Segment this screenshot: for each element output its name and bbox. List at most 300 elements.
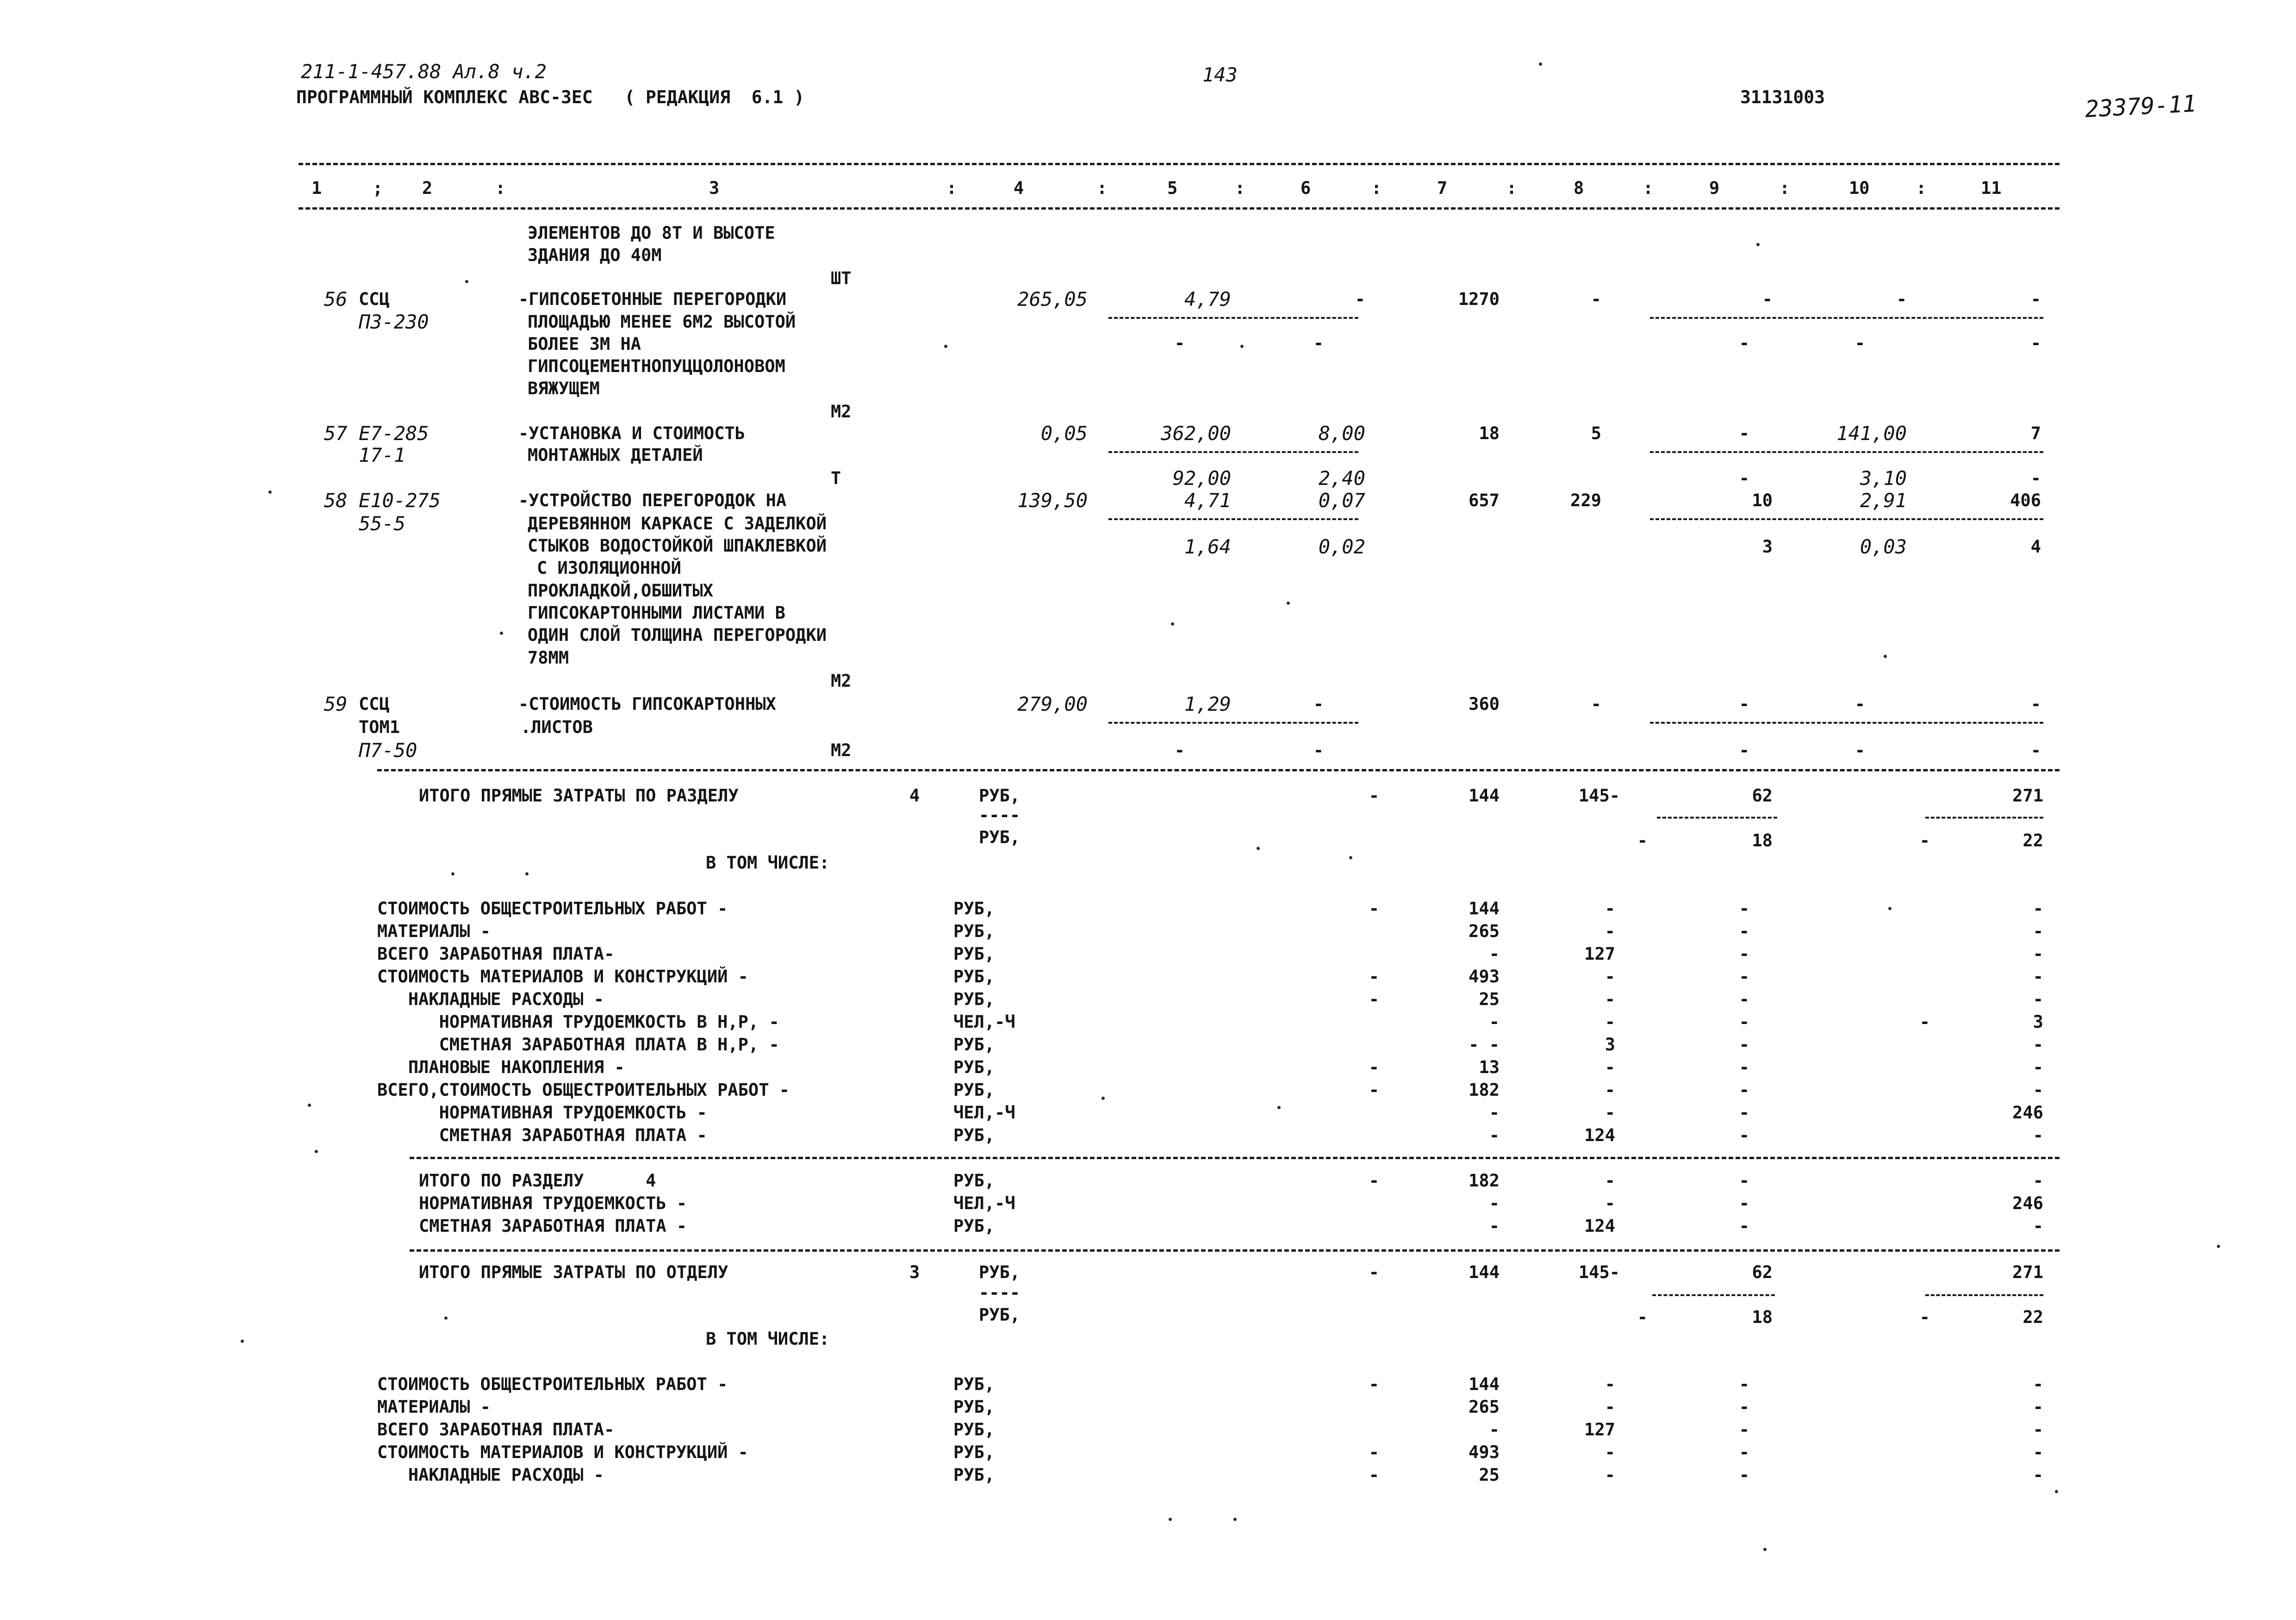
cost-value: - (1739, 1397, 1749, 1417)
total-wage-value: 5 (1591, 423, 1601, 443)
cost-value: - (2033, 967, 2043, 987)
wage-unit-sub-value: 0,02 (1318, 535, 1365, 558)
cost-value: - (1489, 1125, 1500, 1145)
column-separator: : (1780, 178, 1790, 198)
machine-cost-sub-value: 3 (1762, 537, 1773, 557)
unit-label: М2 (831, 402, 852, 422)
cost-value: - (1489, 1216, 1500, 1236)
column-number-7: 7 (1437, 178, 1448, 198)
total-wage-value: - (1591, 289, 1601, 309)
cost-value: - (1369, 899, 1379, 919)
machine-cost-sub-value: - (1739, 333, 1749, 353)
work-description: -СТОИМОСТЬ ГИПСОКАРТОННЫХ (518, 694, 776, 714)
total-sub-value: - (1637, 1307, 1648, 1327)
labor-total-sub-value: - (2030, 468, 2041, 488)
cost-value: - (2033, 1374, 2043, 1394)
column-separator: : (1235, 178, 1245, 198)
row-number: 58 (324, 489, 348, 512)
cost-value: 265 (1468, 921, 1500, 941)
work-description: С ИЗОЛЯЦИОННОЙ (537, 558, 681, 578)
cost-value: - (1369, 1057, 1379, 1077)
cost-value: 144 (1468, 1374, 1500, 1394)
column-separator: : (495, 178, 506, 198)
cost-value: - (2033, 1465, 2043, 1485)
column-number-10: 10 (1849, 178, 1870, 198)
labor-total-sub-value: - (2030, 740, 2041, 760)
labor-total-value: - (2030, 289, 2041, 309)
scan-speck (1756, 243, 1760, 246)
cost-value: - (1605, 1193, 1615, 1213)
wage-unit-value: - (1313, 694, 1324, 714)
machine-cost-value: - (1739, 694, 1749, 714)
work-description: 78ММ (528, 648, 569, 668)
rate-code: П7-50 (359, 739, 417, 762)
rate-code: ТОМ1 (359, 717, 400, 737)
document-code: 31131003 (1740, 87, 1825, 107)
labor-unit-sub-value: - (1854, 333, 1865, 353)
total-sub-value: - (1637, 831, 1648, 850)
cost-value: 25 (1479, 1465, 1500, 1485)
column-separator: : (1371, 178, 1382, 198)
work-description: -УСТРОЙСТВО ПЕРЕГОРОДОК НА (518, 490, 787, 510)
work-description: -УСТАНОВКА И СТОИМОСТЬ (518, 423, 746, 443)
work-description: ПРОКЛАДКОЙ,ОБШИТЫХ (528, 581, 713, 601)
scan-speck (1763, 1548, 1767, 1551)
cost-value: - (1739, 1103, 1749, 1123)
cost-value: - (2033, 1397, 2043, 1417)
total-value: 145- (1578, 1262, 1620, 1282)
cost-value: - (1605, 967, 1615, 987)
unit-label: РУБ, (953, 989, 995, 1009)
cost-value: - (1739, 1125, 1749, 1145)
unit-cost-sub-value: - (1174, 740, 1185, 760)
cost-item-label: СТОИМОСТЬ ОБЩЕСТРОИТЕЛЬНЫХ РАБОТ - (377, 1374, 728, 1394)
row-number: 57 (324, 422, 348, 445)
unit-label: РУБ, (979, 827, 1020, 847)
cost-value: - (1605, 1103, 1615, 1123)
unit-label: РУБ, (979, 1262, 1020, 1282)
section-rule (377, 769, 2060, 771)
scan-speck (1349, 856, 1352, 859)
cost-value: 493 (1468, 1442, 1500, 1462)
unit-label: РУБ, (953, 1374, 995, 1394)
page-number: 143 (1202, 63, 1238, 86)
total-value: 144 (1468, 786, 1500, 806)
unit-label: ШТ (831, 268, 852, 288)
work-description: СТЫКОВ ВОДОСТОЙКОЙ ШПАКЛЕВКОЙ (528, 536, 827, 556)
total-value: 271 (2012, 1262, 2043, 1282)
total-sub-value: 18 (1752, 831, 1773, 850)
cost-value: - (1489, 1420, 1500, 1440)
quantity-value: 0,05 (1040, 422, 1088, 445)
cost-value: - (1739, 1420, 1749, 1440)
total-wage-value: 229 (1570, 490, 1601, 510)
unit-cost-sub-value: 1,64 (1184, 535, 1231, 558)
cost-value: 25 (1479, 989, 1500, 1009)
labor-total-value: 406 (2010, 490, 2041, 510)
cost-value: - (1739, 1216, 1749, 1236)
total-sub-value: 18 (1752, 1307, 1773, 1327)
wage-unit-value: 8,00 (1318, 422, 1365, 445)
scan-speck (1240, 345, 1244, 348)
cost-value: 124 (1584, 1216, 1615, 1236)
column-number-2: 2 (422, 178, 433, 198)
cost-value: - (2033, 1442, 2043, 1462)
rate-code: ССЦ (359, 289, 390, 309)
total-cost-value: 1270 (1458, 289, 1500, 309)
cost-value: - (1369, 1465, 1379, 1485)
machine-cost-value: - (1739, 423, 1749, 443)
cost-value: - (1739, 1442, 1749, 1462)
cost-value: - (1605, 989, 1615, 1009)
cost-value: - (1605, 1171, 1615, 1191)
cost-value: 246 (2012, 1193, 2043, 1213)
total-value: - (1369, 786, 1379, 806)
labor-unit-value: - (1854, 694, 1865, 714)
cell-divider (1650, 317, 2043, 319)
work-description: ГИПСОЦЕМЕНТНОПУЦЦОЛОНОВОМ (528, 356, 785, 376)
wage-unit-value: 0,07 (1318, 489, 1365, 512)
column-number-4: 4 (1014, 178, 1024, 198)
cost-value: - (1739, 1012, 1749, 1032)
rate-code: 17-1 (359, 444, 406, 466)
column-separator: : (1097, 178, 1108, 198)
total-sub-value: - (1919, 1307, 1930, 1327)
rate-code: Е10-275 (359, 489, 441, 512)
unit-label: РУБ, (953, 1035, 995, 1055)
labor-unit-sub-value: - (1854, 740, 1865, 760)
cost-value: - (2033, 1171, 2043, 1191)
cost-item-label: НАКЛАДНЫЕ РАСХОДЫ - (377, 989, 604, 1009)
unit-label: РУБ, (953, 1171, 995, 1191)
work-description: МОНТАЖНЫХ ДЕТАЛЕЙ (528, 445, 703, 465)
unit-label: РУБ, (953, 1080, 995, 1100)
document-reference: 211-1-457.88 Ал.8 ч.2 (301, 60, 547, 83)
cost-item-label: НОРМАТИВНАЯ ТРУДОЕМКОСТЬ - (377, 1103, 707, 1123)
cost-value: 124 (1584, 1125, 1615, 1145)
column-number-1: 1 (311, 178, 322, 198)
program-title: ПРОГРАММНЫЙ КОМПЛЕКС АВС-3ЕС ( РЕДАКЦИЯ 6.1 ) (296, 87, 805, 107)
total-wage-value: - (1591, 694, 1601, 714)
unit-label: РУБ, (953, 921, 995, 941)
total-sub-value: 22 (2022, 1307, 2043, 1327)
quantity-value: 139,50 (1017, 489, 1088, 512)
wage-unit-sub-value: - (1313, 333, 1324, 353)
unit-label: РУБ, (953, 1397, 995, 1417)
continuation-text: ЗДАНИЯ ДО 40М (528, 245, 662, 265)
cost-value: - (1739, 1035, 1749, 1055)
cost-value: - (1605, 1442, 1615, 1462)
cell-divider (1925, 1294, 2043, 1296)
cost-value: - (1739, 1171, 1749, 1191)
cost-value: 265 (1468, 1397, 1500, 1417)
rate-code: 55-5 (359, 512, 406, 535)
scan-speck (1101, 1097, 1105, 1100)
row-number: 56 (324, 288, 348, 310)
column-separator: : (1506, 178, 1517, 198)
rate-code: ССЦ (359, 694, 390, 714)
cost-value: - (2033, 1420, 2043, 1440)
cost-item-label: МАТЕРИАЛЫ - (377, 921, 491, 941)
header-bottom-rule (299, 207, 2060, 210)
cost-value: - (1739, 1374, 1749, 1394)
work-description: ВЯЖУЩЕМ (528, 379, 600, 398)
unit-label: М2 (831, 740, 852, 760)
cost-value: - (1489, 1193, 1500, 1213)
cost-value: - (1739, 899, 1749, 919)
unit-label: РУБ, (953, 944, 995, 964)
cell-divider (1650, 451, 2043, 453)
cost-item-label: СТОИМОСТЬ МАТЕРИАЛОВ И КОНСТРУКЦИЙ - (377, 967, 748, 987)
cost-item-label: СМЕТНАЯ ЗАРАБОТНАЯ ПЛАТА - (419, 1216, 687, 1236)
column-separator: : (1643, 178, 1654, 198)
unit-cost-value: 1,29 (1184, 693, 1231, 715)
unit-label: Т (831, 468, 841, 488)
rate-code: П3-230 (359, 310, 429, 333)
cell-divider (1108, 722, 1358, 724)
cost-item-label: СМЕТНАЯ ЗАРАБОТНАЯ ПЛАТА В Н,Р, - (377, 1035, 779, 1055)
cell-divider (1650, 518, 2043, 520)
cost-value: 246 (2012, 1103, 2043, 1123)
total-label: ИТОГО ПРЯМЫЕ ЗАТРАТЫ ПО ОТДЕЛУ (419, 1262, 728, 1282)
unit-cost-value: 4,71 (1184, 489, 1231, 512)
scan-speck (944, 345, 947, 348)
department-number: 3 (909, 1262, 920, 1282)
unit-cost-sub-value: 92,00 (1172, 467, 1231, 490)
archive-stamp: 23379-11 (2084, 90, 2197, 123)
labor-unit-value: 2,91 (1860, 489, 1907, 512)
unit-label: РУБ, (953, 1420, 995, 1440)
cost-value: - (1605, 921, 1615, 941)
unit-divider: ---- (979, 1283, 1020, 1303)
column-number-8: 8 (1574, 178, 1584, 198)
scan-speck (1287, 602, 1290, 605)
cost-value: - (1605, 899, 1615, 919)
cost-value: 13 (1479, 1057, 1500, 1077)
column-separator: : (946, 178, 957, 198)
scan-speck (1233, 1518, 1237, 1521)
cost-value: - (1369, 967, 1379, 987)
unit-cost-value: 362,00 (1161, 422, 1231, 445)
cost-value: - (1739, 1057, 1749, 1077)
total-value: 62 (1752, 1262, 1773, 1282)
scan-speck (1539, 62, 1542, 66)
labor-total-value: - (2030, 694, 2041, 714)
total-sub-value: - (1919, 831, 1930, 850)
unit-label: РУБ, (979, 1305, 1020, 1325)
cost-item-label: СМЕТНАЯ ЗАРАБОТНАЯ ПЛАТА - (377, 1125, 707, 1145)
cell-divider (1108, 518, 1358, 520)
cost-value: - (2033, 944, 2043, 964)
labor-total-sub-value: - (2030, 333, 2041, 353)
unit-label: РУБ, (979, 786, 1020, 806)
total-value: 144 (1468, 1262, 1500, 1282)
column-number-11: 11 (1981, 178, 2002, 198)
total-value: - (1369, 1262, 1379, 1282)
labor-total-value: 7 (2030, 423, 2041, 443)
total-sub-value: 22 (2022, 831, 2043, 850)
cost-item-label: ВСЕГО ЗАРАБОТНАЯ ПЛАТА- (377, 944, 615, 964)
cell-divider (1108, 317, 1358, 319)
cell-divider (1925, 817, 2043, 819)
cost-value: - (1739, 967, 1749, 987)
cost-value: - (1605, 1374, 1615, 1394)
scan-speck (2217, 1245, 2220, 1248)
cost-value: - (1605, 1057, 1615, 1077)
labor-unit-value: - (1896, 289, 1907, 309)
unit-cost-value: 4,79 (1184, 288, 1231, 310)
wage-unit-sub-value: 2,40 (1318, 467, 1365, 490)
work-description: ОДИН СЛОЙ ТОЛЩИНА ПЕРЕГОРОДКИ (528, 625, 827, 645)
quantity-value: 265,05 (1017, 288, 1088, 310)
cost-value: - (1739, 1193, 1749, 1213)
cost-value: 182 (1468, 1080, 1500, 1100)
cost-value: - (1489, 1012, 1500, 1032)
cost-value: - (2033, 921, 2043, 941)
cost-value: - (1919, 1012, 1930, 1032)
cost-item-label: СТОИМОСТЬ МАТЕРИАЛОВ И КОНСТРУКЦИЙ - (377, 1442, 748, 1462)
cost-value: - (2033, 1080, 2043, 1100)
cost-value: 127 (1584, 1420, 1615, 1440)
cost-value: 182 (1468, 1171, 1500, 1191)
unit-label: ЧЕЛ,-Ч (953, 1103, 1015, 1123)
section-number: 4 (909, 786, 920, 806)
column-number-6: 6 (1300, 178, 1311, 198)
cost-value: - (2033, 1125, 2043, 1145)
including-heading: В ТОМ ЧИСЛЕ: (706, 1329, 830, 1349)
labor-unit-sub-value: 0,03 (1860, 535, 1907, 558)
work-description: БОЛЕЕ 3М НА (528, 334, 641, 354)
total-cost-value: 657 (1468, 490, 1500, 510)
unit-label: РУБ, (953, 967, 995, 987)
cell-divider (1657, 817, 1777, 819)
column-number-5: 5 (1167, 178, 1178, 198)
unit-label: РУБ, (953, 1442, 995, 1462)
cost-item-label: ИТОГО ПО РАЗДЕЛУ 4 (419, 1171, 656, 1191)
column-number-3: 3 (709, 178, 720, 198)
section-rule (410, 1249, 2060, 1252)
scan-speck (2055, 1490, 2058, 1493)
cost-value: - (1369, 1442, 1379, 1462)
unit-label: РУБ, (953, 1465, 995, 1485)
cost-item-label: МАТЕРИАЛЫ - (377, 1397, 491, 1417)
wage-unit-sub-value: - (1313, 740, 1324, 760)
work-description: -ГИПСОБЕТОННЫЕ ПЕРЕГОРОДКИ (518, 289, 787, 309)
column-separator: : (1916, 178, 1927, 198)
scan-speck (1884, 655, 1887, 658)
quantity-value: 279,00 (1017, 693, 1088, 715)
unit-label: РУБ, (953, 1057, 995, 1077)
cost-item-label: НОРМАТИВНАЯ ТРУДОЕМКОСТЬ - (419, 1193, 687, 1213)
cost-value: - (1739, 1465, 1749, 1485)
scan-speck (1169, 1518, 1172, 1521)
cost-item-label: НОРМАТИВНАЯ ТРУДОЕМКОСТЬ В Н,Р, - (377, 1012, 779, 1032)
cost-value: - (2033, 989, 2043, 1009)
continuation-text: ЭЛЕМЕНТОВ ДО 8Т И ВЫСОТЕ (528, 223, 775, 243)
work-description: ДЕРЕВЯННОМ КАРКАСЕ С ЗАДЕЛКОЙ (528, 514, 827, 534)
cost-value: - (1489, 1103, 1500, 1123)
total-cost-value: 18 (1479, 423, 1500, 443)
cost-value: - (1369, 1374, 1379, 1394)
machine-cost-sub-value: - (1739, 468, 1749, 488)
section-rule (410, 1157, 2060, 1159)
cost-value: 3 (1605, 1035, 1615, 1055)
row-number: 59 (324, 693, 348, 715)
unit-label: ЧЕЛ,-Ч (953, 1193, 1015, 1213)
including-heading: В ТОМ ЧИСЛЕ: (706, 853, 830, 873)
column-number-9: 9 (1709, 178, 1720, 198)
scan-speck (500, 632, 503, 635)
labor-unit-sub-value: 3,10 (1860, 467, 1907, 490)
labor-unit-value: 141,00 (1836, 422, 1907, 445)
scan-speck (1888, 907, 1892, 910)
cost-value: - (2033, 1216, 2043, 1236)
cost-value: 3 (2033, 1012, 2043, 1032)
labor-total-sub-value: 4 (2030, 537, 2041, 557)
rate-code: Е7-285 (359, 422, 429, 445)
unit-cost-sub-value: - (1174, 333, 1185, 353)
cost-item-label: НАКЛАДНЫЕ РАСХОДЫ - (377, 1465, 604, 1485)
scan-speck (268, 490, 272, 494)
cost-value: - (1605, 1465, 1615, 1485)
total-cost-value: 360 (1468, 694, 1500, 714)
scan-speck (525, 872, 529, 875)
scan-speck (1257, 847, 1260, 850)
unit-label: ЧЕЛ,-Ч (953, 1012, 1015, 1032)
cost-value: 144 (1468, 899, 1500, 919)
cell-divider (1108, 451, 1358, 453)
work-description: .ЛИСТОВ (521, 717, 593, 737)
unit-label: РУБ, (953, 1216, 995, 1236)
cost-value: - (1605, 1080, 1615, 1100)
cell-divider (1652, 1294, 1775, 1296)
work-description: ПЛОЩАДЬЮ МЕНЕЕ 6М2 ВЫСОТОЙ (528, 312, 796, 332)
header-top-rule (299, 163, 2060, 165)
scan-speck (315, 1150, 318, 1153)
column-separator: ; (373, 178, 383, 198)
machine-cost-value: 10 (1752, 490, 1773, 510)
cost-value: - (1739, 921, 1749, 941)
scan-speck (1171, 622, 1174, 626)
cost-value: - (1369, 1171, 1379, 1191)
unit-label: РУБ, (953, 1125, 995, 1145)
cost-item-label: ПЛАНОВЫЕ НАКОПЛЕНИЯ - (377, 1057, 625, 1077)
machine-cost-value: - (1762, 289, 1773, 309)
unit-divider: ---- (979, 805, 1020, 825)
cost-value: - (1605, 1397, 1615, 1417)
total-value: 271 (2012, 786, 2043, 806)
wage-unit-value: - (1355, 289, 1365, 309)
cost-value: - (1739, 989, 1749, 1009)
cost-value: - - (1468, 1035, 1500, 1055)
machine-cost-sub-value: - (1739, 740, 1749, 760)
unit-label: М2 (831, 671, 852, 691)
cost-value: - (2033, 1035, 2043, 1055)
scan-speck (308, 1104, 311, 1107)
work-description: ГИПСОКАРТОННЫМИ ЛИСТАМИ В (528, 603, 785, 623)
scan-speck (465, 280, 468, 283)
total-label: ИТОГО ПРЯМЫЕ ЗАТРАТЫ ПО РАЗДЕЛУ (419, 786, 739, 806)
cost-value: - (1489, 944, 1500, 964)
scan-speck (241, 1340, 244, 1343)
total-value: 145- (1578, 786, 1620, 806)
cost-value: 127 (1584, 944, 1615, 964)
cost-value: - (1369, 989, 1379, 1009)
cost-item-label: ВСЕГО ЗАРАБОТНАЯ ПЛАТА- (377, 1420, 615, 1440)
cost-value: - (1739, 1080, 1749, 1100)
cost-item-label: СТОИМОСТЬ ОБЩЕСТРОИТЕЛЬНЫХ РАБОТ - (377, 899, 728, 919)
cost-value: - (1369, 1080, 1379, 1100)
